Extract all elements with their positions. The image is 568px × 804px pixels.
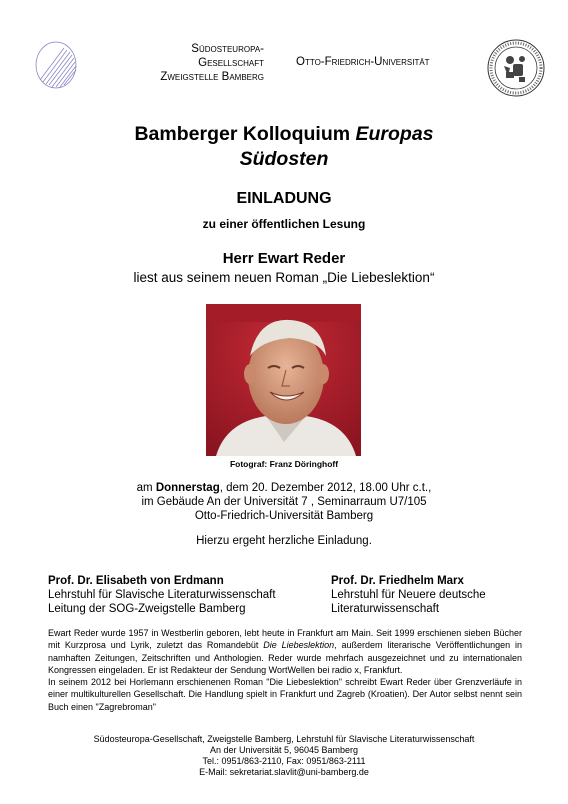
- page-title: [0, 122, 568, 172]
- org-right-name: Otto-Friedrich-Universität: [296, 56, 430, 68]
- footer-phone: Tel.: 0951/863-2110, Fax: 0951/863-2111: [202, 756, 366, 766]
- invitation-subheading: zu einer öffentlichen Lesung: [202, 217, 366, 231]
- event-university: Otto-Friedrich-Universität Bamberg: [194, 510, 374, 522]
- event-weekday: Donnerstag: [155, 482, 220, 494]
- organizer-2-line1: Lehrstuhl für Neuere deutsche: [331, 589, 486, 601]
- reading-description: liest aus seinem neuen Roman „Die Liebeslektion“: [133, 270, 435, 285]
- bio-p1-post: , außerdem literarische Veröffentlichungen in namhaften Zeitungen, Zeitschriften und Anthologien. Reder wurde mehrfach ausgezeichnet und zu internationalen Kongressen eingeladen. Er ist Redakteur der Sendung WortWellen bei radio x, Frankfurt.: [48, 640, 523, 675]
- sog-logo-icon: [34, 40, 78, 90]
- footer-address: An der Universität 5, 96045 Bamberg: [209, 745, 359, 755]
- org-left-line-2: Gesellschaft: [198, 57, 264, 69]
- author-bio: [48, 627, 522, 713]
- bio-paragraph-2: In seinem 2012 bei Horlemann erschienenen Roman "Die Liebeslektion" schreibt Ewart Reder über Grenzverläufe in einer multikulturellen Gesellschaft. Die Handlung spielt in Frankfurt und Zagreb (Kroatien). Der Autor selbst nennt sein Buch einen "Zagrebroman": [48, 677, 522, 712]
- org-left-block: [110, 42, 264, 84]
- footer-line-1: Südosteuropa-Gesellschaft, Zweigstelle Bamberg, Lehrstuhl für Slavische Literaturwissenschaft: [93, 734, 475, 744]
- title-italic-2: Südosten: [239, 148, 329, 170]
- organizer-1: [48, 574, 276, 616]
- event-details: [0, 481, 568, 523]
- speaker-photo: [206, 304, 361, 456]
- bio-book-title: Die Liebeslektion: [263, 640, 335, 651]
- invitation-note: Hierzu ergeht herzliche Einladung.: [196, 535, 372, 547]
- title-plain: Bamberger Kolloquium: [134, 123, 356, 145]
- organizer-2-line2: Literaturwissenschaft: [331, 603, 440, 615]
- bio-p1-pre: Ewart Reder wurde 1957 in Westberlin geboren, lebt heute in Frankfurt am Main. Seit 1999 erschienen sieben Bücher mit Kurzprosa und Lyrik, zuletzt das Romandebüt: [48, 628, 522, 651]
- organizer-1-line1: Lehrstuhl für Slavische Literaturwissenschaft: [48, 589, 276, 601]
- invitation-heading: EINLADUNG: [236, 190, 332, 207]
- event-location: im Gebäude An der Universität 7 , Seminarraum U7/105: [141, 496, 427, 508]
- organizer-1-name: Prof. Dr. Elisabeth von Erdmann: [48, 575, 224, 587]
- org-left-line-1: Südosteuropa-: [191, 43, 264, 55]
- org-left-line-3: Zweigstelle Bamberg: [160, 71, 264, 83]
- title-italic-1: Europas: [355, 123, 434, 145]
- bio-paragraph-1: [48, 627, 522, 676]
- photo-caption: Fotograf: Franz Döringhoff: [229, 459, 339, 469]
- organizer-2: [331, 574, 486, 616]
- footer-email: E-Mail: sekretariat.slavlit@uni-bamberg.de: [199, 767, 369, 777]
- university-seal-icon: [486, 38, 546, 98]
- event-line1-pre: am: [136, 482, 156, 494]
- organizer-1-line2: Leitung der SOG-Zweigstelle Bamberg: [48, 603, 246, 615]
- event-line1-post: , dem 20. Dezember 2012, 18.00 Uhr c.t.,: [219, 482, 432, 494]
- speaker-name: Herr Ewart Reder: [222, 250, 346, 267]
- organizer-2-name: Prof. Dr. Friedhelm Marx: [331, 575, 464, 587]
- footer-contact: [0, 734, 568, 778]
